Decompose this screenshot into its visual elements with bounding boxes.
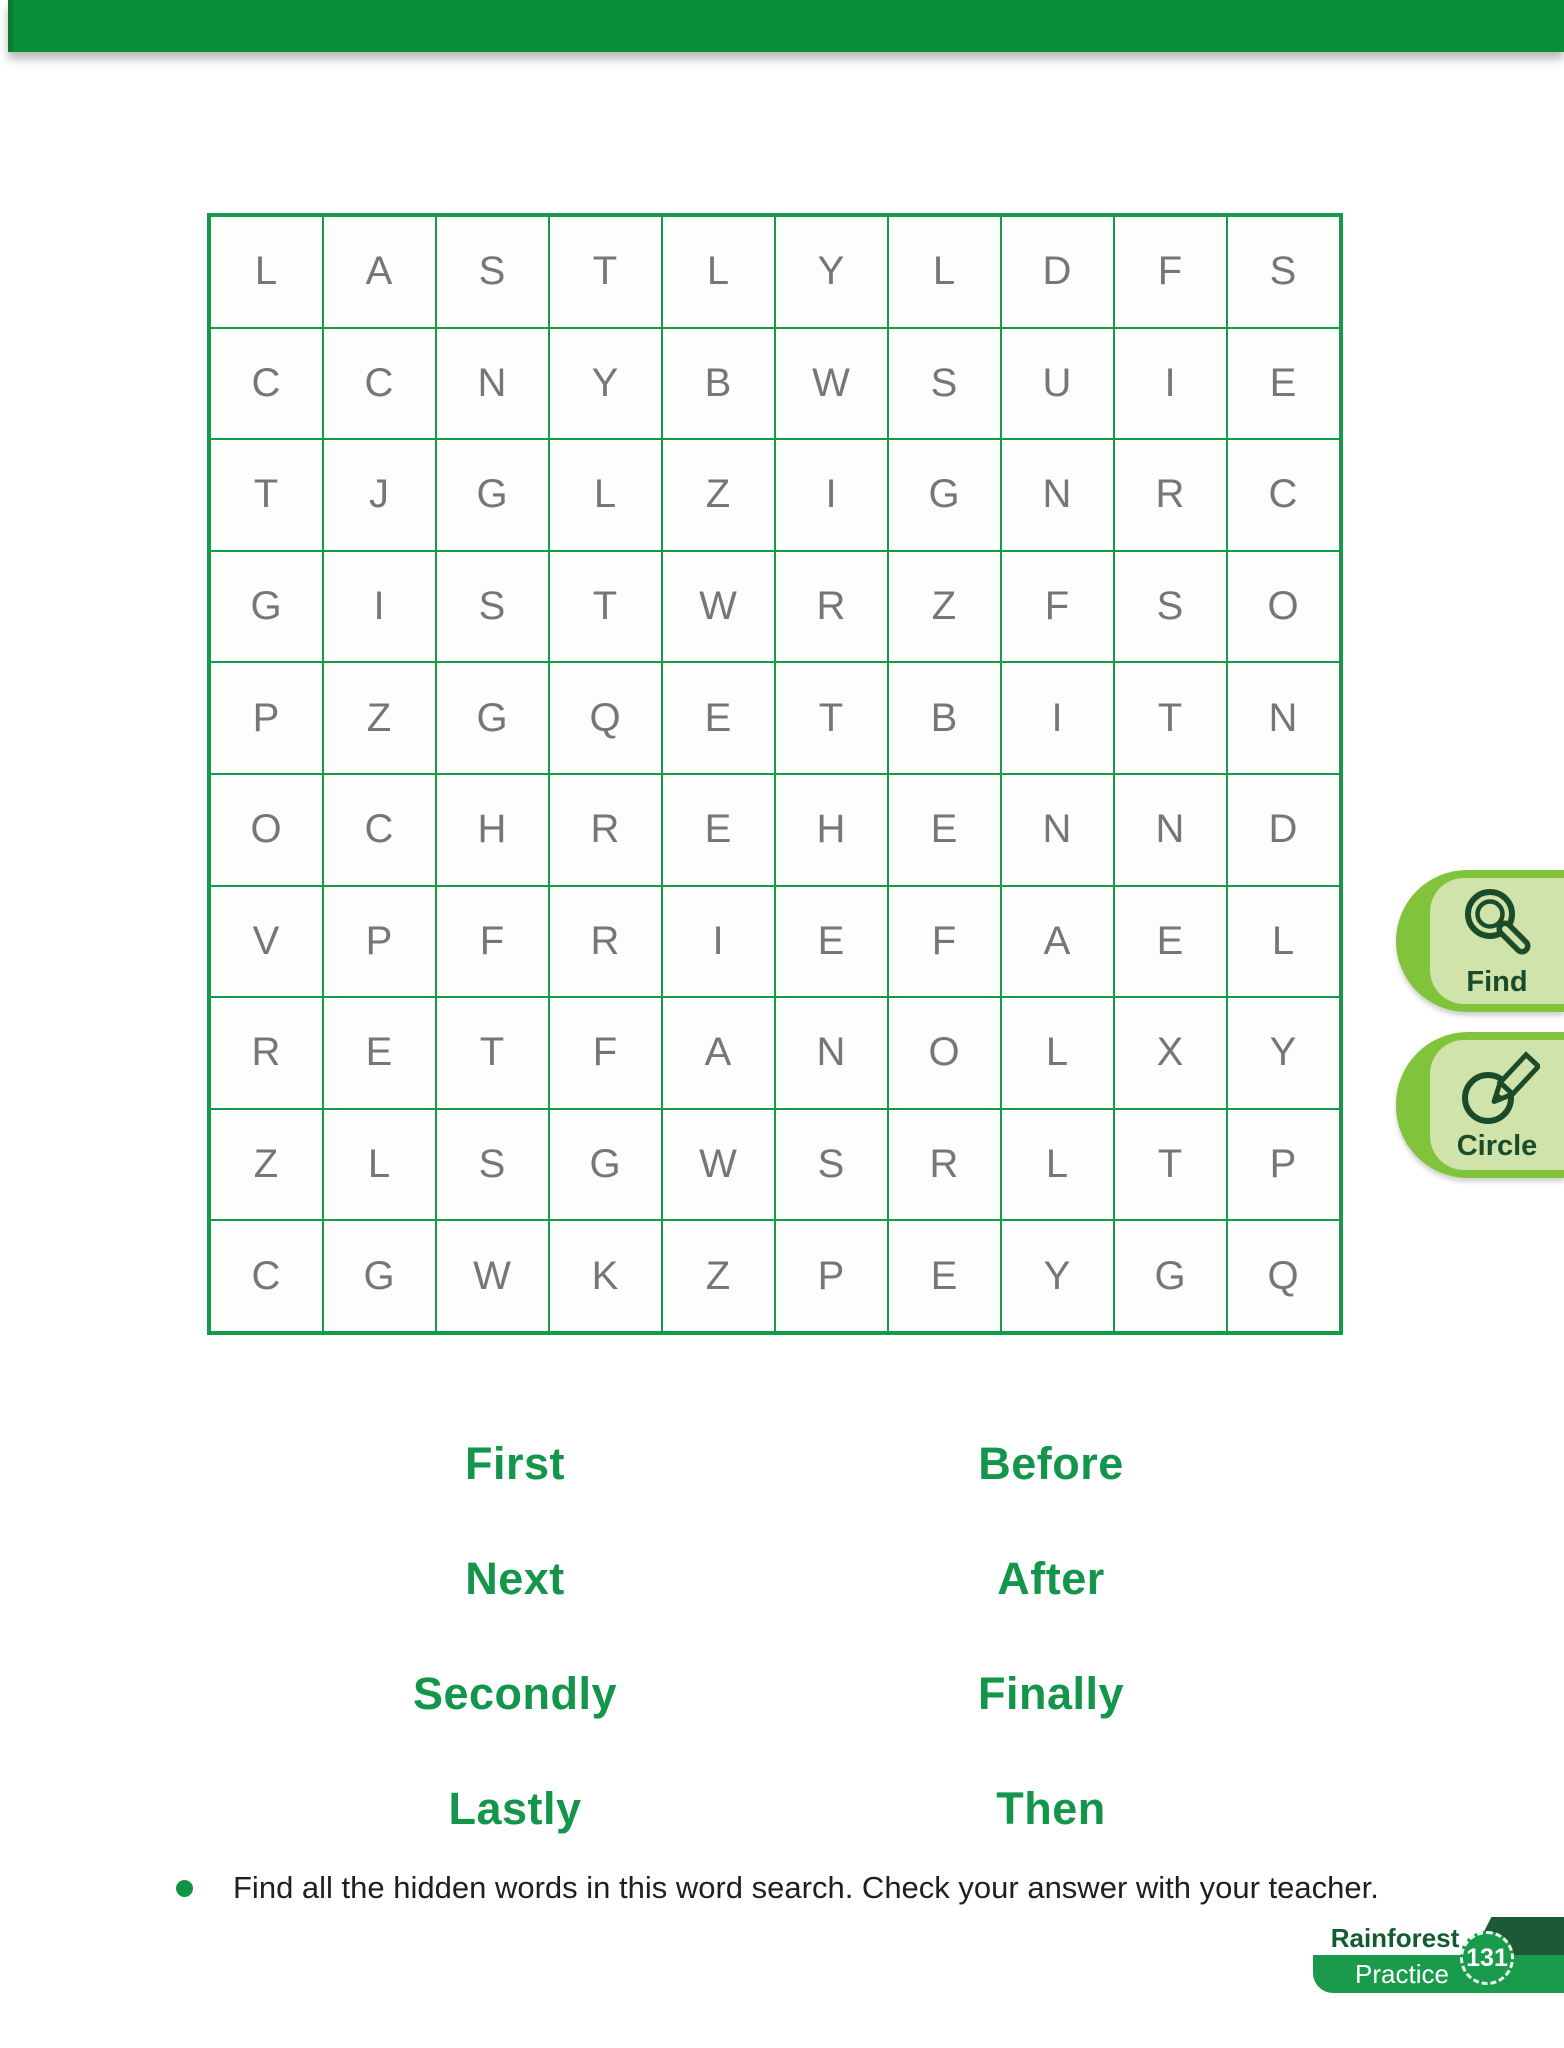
grid-cell-r6c6: H [775,774,888,886]
grid-cell-r10c10: Q [1227,1220,1340,1332]
grid-cell-r4c7: Z [888,551,1001,663]
grid-cell-r9c7: R [888,1109,1001,1221]
grid-cell-r4c9: S [1114,551,1227,663]
grid-cell-r9c5: W [662,1109,775,1221]
grid-cell-r9c6: S [775,1109,888,1221]
grid-cell-r2c8: U [1001,328,1114,440]
grid-cell-r2c3: N [436,328,549,440]
grid-cell-r6c3: H [436,774,549,886]
grid-cell-r4c10: O [1227,551,1340,663]
grid-cell-r4c3: S [436,551,549,663]
grid-cell-r6c8: N [1001,774,1114,886]
grid-cell-r10c8: Y [1001,1220,1114,1332]
word-item: Before [978,1437,1124,1489]
grid-cell-r8c9: X [1114,997,1227,1109]
grid-cell-r8c3: T [436,997,549,1109]
grid-cell-r5c6: T [775,662,888,774]
grid-cell-r7c10: L [1227,886,1340,998]
grid-cell-r8c7: O [888,997,1001,1109]
grid-cell-r7c3: F [436,886,549,998]
grid-cell-r9c9: T [1114,1109,1227,1221]
word-item: After [997,1552,1105,1604]
grid-cell-r6c7: E [888,774,1001,886]
tab-circle-label: Circle [1456,1129,1538,1162]
grid-cell-r10c2: G [323,1220,436,1332]
grid-cell-r10c7: E [888,1220,1001,1332]
grid-cell-r6c9: N [1114,774,1227,886]
word-item: Lastly [448,1782,582,1834]
footer-series-label: Rainforest [1330,1923,1460,1953]
grid-cell-r3c5: Z [662,439,775,551]
grid-cell-r8c1: R [210,997,323,1109]
grid-cell-r8c6: N [775,997,888,1109]
grid-cell-r2c4: Y [549,328,662,440]
page-number-badge [1460,1931,1514,1985]
grid-cell-r8c10: Y [1227,997,1340,1109]
grid-cell-r6c10: D [1227,774,1340,886]
tab-circle-panel [1430,1040,1564,1170]
tab-find-label: Find [1466,965,1528,998]
grid-cell-r1c6: Y [775,216,888,328]
grid-cell-r5c8: I [1001,662,1114,774]
grid-cell-r3c2: J [323,439,436,551]
grid-cell-r1c10: S [1227,216,1340,328]
grid-cell-r10c6: P [775,1220,888,1332]
grid-cell-r6c5: E [662,774,775,886]
grid-cell-r8c2: E [323,997,436,1109]
grid-cell-r9c8: L [1001,1109,1114,1221]
grid-cell-r2c10: E [1227,328,1340,440]
grid-cell-r2c2: C [323,328,436,440]
grid-cell-r7c8: A [1001,886,1114,998]
grid-cell-r3c6: I [775,439,888,551]
grid-cell-r5c5: E [662,662,775,774]
grid-cell-r8c5: A [662,997,775,1109]
bullet-icon [176,1880,193,1897]
grid-cell-r4c1: G [210,551,323,663]
grid-cell-r1c3: S [436,216,549,328]
footer-section-label: Practice [1355,1959,1449,1989]
grid-cell-r7c9: E [1114,886,1227,998]
grid-cell-r6c4: R [549,774,662,886]
word-search-grid [207,213,1343,1335]
grid-cell-r7c5: I [662,886,775,998]
grid-cell-r9c4: G [549,1109,662,1221]
grid-cell-r1c5: L [662,216,775,328]
grid-cell-r3c10: C [1227,439,1340,551]
magnifier-icon [1454,884,1540,970]
grid-cell-r4c5: W [662,551,775,663]
grid-cell-r3c9: R [1114,439,1227,551]
grid-cell-r9c10: P [1227,1109,1340,1221]
grid-cell-r3c1: T [210,439,323,551]
grid-cell-r8c4: F [549,997,662,1109]
word-item: First [464,1437,565,1489]
grid-cell-r4c8: F [1001,551,1114,663]
grid-cell-r7c1: V [210,886,323,998]
word-item: Then [996,1782,1106,1834]
page-number: 131 [1466,1943,1508,1972]
tab-find [1396,870,1564,1012]
grid-cell-r3c3: G [436,439,549,551]
grid-cell-r3c4: L [549,439,662,551]
word-list-left [305,1406,725,1866]
pencil-circle-icon [1454,1048,1540,1134]
grid-cell-r2c5: B [662,328,775,440]
instruction-line [176,1868,1504,1908]
grid-cell-r1c4: T [549,216,662,328]
grid-cell-r5c2: Z [323,662,436,774]
grid-cell-r7c4: R [549,886,662,998]
word-item: Secondly [412,1667,618,1719]
grid-cell-r2c1: C [210,328,323,440]
grid-cell-r7c7: F [888,886,1001,998]
grid-cell-r1c2: A [323,216,436,328]
grid-cell-r5c10: N [1227,662,1340,774]
grid-cell-r10c4: K [549,1220,662,1332]
grid-cell-r5c4: Q [549,662,662,774]
grid-cell-r9c2: L [323,1109,436,1221]
grid-cell-r3c8: N [1001,439,1114,551]
grid-cell-r5c3: G [436,662,549,774]
grid-cell-r9c3: S [436,1109,549,1221]
grid-cell-r5c7: B [888,662,1001,774]
grid-cell-r1c1: L [210,216,323,328]
grid-cell-r1c7: L [888,216,1001,328]
tab-find-panel [1430,878,1564,1004]
grid-cell-r10c1: C [210,1220,323,1332]
word-list-right [841,1406,1261,1866]
header-bar [8,0,1564,52]
grid-cell-r1c8: D [1001,216,1114,328]
grid-cell-r5c1: P [210,662,323,774]
grid-cell-r1c9: F [1114,216,1227,328]
grid-cell-r2c7: S [888,328,1001,440]
grid-cell-r9c1: Z [210,1109,323,1221]
grid-cell-r6c1: O [210,774,323,886]
grid-cell-r7c6: E [775,886,888,998]
footer-section-bar [1313,1955,1564,1993]
grid-cell-r5c9: T [1114,662,1227,774]
instruction-text: Find all the hidden words in this word search. Check your answer with your teacher. [233,1870,1379,1905]
grid-cell-r2c6: W [775,328,888,440]
grid-cell-r8c8: L [1001,997,1114,1109]
grid-cell-r6c2: C [323,774,436,886]
grid-cell-r10c3: W [436,1220,549,1332]
grid-cell-r4c6: R [775,551,888,663]
grid-cell-r4c4: T [549,551,662,663]
grid-cell-r7c2: P [323,886,436,998]
grid-cell-r3c7: G [888,439,1001,551]
word-item: Finally [977,1667,1125,1719]
grid-cell-r4c2: I [323,551,436,663]
grid-cell-r10c5: Z [662,1220,775,1332]
tab-circle [1396,1032,1564,1178]
word-item: Next [465,1552,565,1604]
grid-cell-r2c9: I [1114,328,1227,440]
grid-cell-r10c9: G [1114,1220,1227,1332]
